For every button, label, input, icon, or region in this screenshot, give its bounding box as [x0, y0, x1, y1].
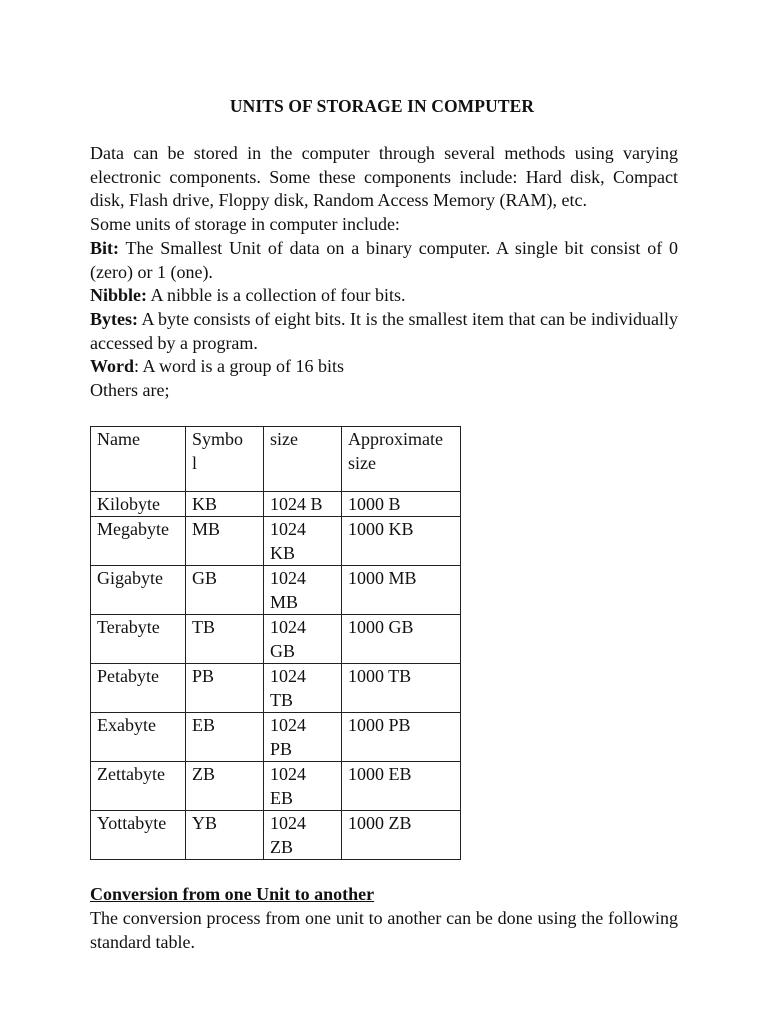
document-title: UNITS OF STORAGE IN COMPUTER	[229, 96, 535, 116]
intro-paragraph: Data can be stored in the computer through several methods using varying electronic components. Some these components include: Hard disk, Compact disk, Flash drive, Floppy disk, Random Access Memory (RAM), etc.	[90, 143, 678, 211]
table-row	[91, 762, 461, 811]
definition-word	[90, 355, 678, 379]
table-cell: 1000 ZB	[342, 811, 461, 860]
body-text	[90, 142, 678, 403]
definition-text: : A word is a group of 16 bits	[134, 356, 345, 377]
table-cell: 1000 MB	[342, 566, 461, 615]
units-intro: Some units of storage in computer include:	[90, 214, 400, 235]
table-cell: PB	[186, 664, 264, 713]
table-cell: MB	[186, 517, 264, 566]
table-cell: Gigabyte	[91, 566, 186, 615]
definition-bytes	[90, 308, 678, 355]
definition-nibble	[90, 284, 678, 308]
table-cell: 1024 PB	[264, 713, 342, 762]
table-cell: GB	[186, 566, 264, 615]
table-cell: Exabyte	[91, 713, 186, 762]
definition-bit	[90, 237, 678, 284]
table-header-row	[91, 427, 461, 492]
conversion-heading: Conversion from one Unit to another	[90, 884, 375, 904]
table-cell: 1024 B	[264, 492, 342, 517]
definition-term: Bytes:	[90, 308, 138, 329]
table-cell: Terabyte	[91, 615, 186, 664]
table-cell: EB	[186, 713, 264, 762]
table-row	[91, 664, 461, 713]
table-cell: 1024 EB	[264, 762, 342, 811]
table-cell: 1024 KB	[264, 517, 342, 566]
table-cell: 1000 PB	[342, 713, 461, 762]
table-header-cell: Symbo l	[186, 427, 264, 492]
conversion-text: The conversion process from one unit to another can be done using the following standard table.	[90, 908, 678, 952]
table-cell: KB	[186, 492, 264, 517]
table-cell: TB	[186, 615, 264, 664]
table-cell: 1000 GB	[342, 615, 461, 664]
table-cell: Yottabyte	[91, 811, 186, 860]
table-cell: YB	[186, 811, 264, 860]
table-cell: 1024 GB	[264, 615, 342, 664]
table-cell: Petabyte	[91, 664, 186, 713]
storage-units-table	[90, 426, 461, 860]
table-row	[91, 811, 461, 860]
table-cell: 1000 TB	[342, 664, 461, 713]
definition-text: A nibble is a collection of four bits.	[147, 285, 406, 306]
definition-term: Word	[90, 356, 135, 377]
table-row	[91, 615, 461, 664]
table-cell: 1024 TB	[264, 664, 342, 713]
table-cell: 1000 KB	[342, 517, 461, 566]
table-row	[91, 517, 461, 566]
table-cell: 1000 B	[342, 492, 461, 517]
definition-term: Nibble:	[90, 285, 148, 306]
table-cell: Megabyte	[91, 517, 186, 566]
definition-text: A byte consists of eight bits. It is the smallest item that can be individually accessed by a program.	[90, 308, 678, 353]
table-cell: ZB	[186, 762, 264, 811]
table-cell: 1000 EB	[342, 762, 461, 811]
table-header-cell: size	[264, 427, 342, 492]
definition-term: Bit:	[90, 237, 119, 258]
table-header-cell: Approximate size	[342, 427, 461, 492]
others-label: Others are;	[90, 380, 170, 401]
definition-text: The Smallest Unit of data on a binary computer. A single bit consist of 0 (zero) or 1 (one).	[90, 237, 678, 282]
table-cell: 1024 ZB	[264, 811, 342, 860]
table-cell: Kilobyte	[91, 492, 186, 517]
table-cell: Zettabyte	[91, 762, 186, 811]
table-row	[91, 566, 461, 615]
table-row	[91, 713, 461, 762]
table-cell: 1024 MB	[264, 566, 342, 615]
table-row	[91, 492, 461, 517]
table-header-cell: Name	[91, 427, 186, 492]
